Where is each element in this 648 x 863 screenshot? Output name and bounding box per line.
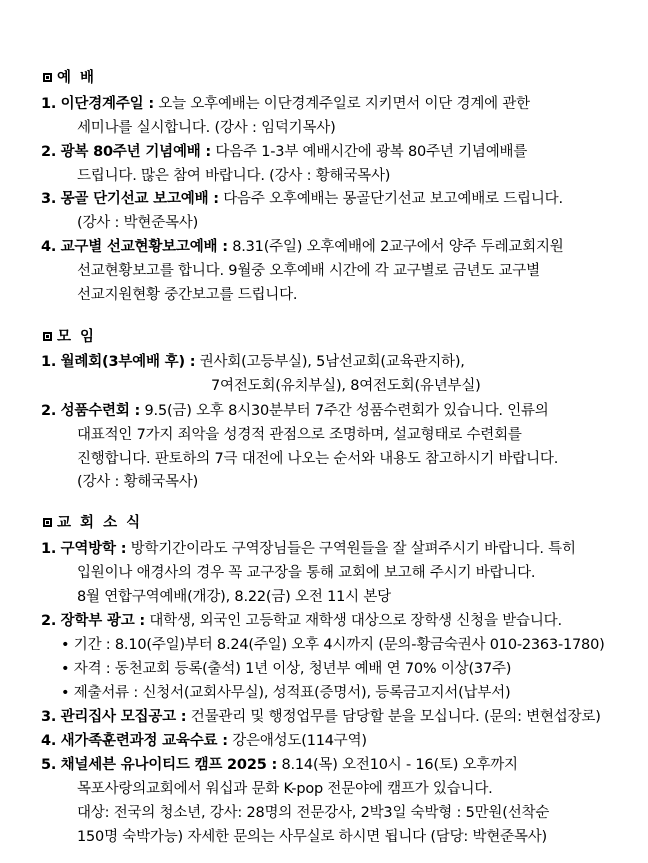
meeting-item-1: 1. 월례회(3부예배 후) : 권사회(고등부실), 5남선교회(교육관지하), — [41, 354, 465, 370]
meeting-item-2-cont-3: (강사 : 황해국목사) — [77, 474, 199, 490]
news-item-5-cont-1: 목포사랑의교회에서 워십과 문화 K-pop 전문야에 캠프가 있습니다. — [77, 781, 493, 797]
section-heading-church-news: 교 회 소 식 — [43, 513, 142, 533]
news-item-5-cont-3: 150명 숙박가능) 자세한 문의는 사무실로 하시면 됩니다 (담당: 박현준목사) — [77, 829, 547, 845]
worship-item-4-cont-1: 선교현황보고를 합니다. 9월중 오후예배 시간에 각 교구별로 금년도 교구별 — [77, 263, 540, 279]
meeting-item-1-cont: 7여전도회(유치부실), 8여전도회(유년부실) — [211, 378, 481, 394]
meeting-item-2-cont-2: 진행합니다. 판토하의 7극 대전에 나오는 순서와 내용도 참고하시기 바랍니다. — [77, 451, 559, 467]
news-item-3: 3. 관리집사 모집공고 : 건물관리 및 행정업무를 담당할 분을 모십니다. (문의: 변현섭장로) — [41, 709, 601, 725]
news-item-1: 1. 구역방학 : 방학기간이라도 구역장님들은 구역원들을 잘 살펴주시기 바랍니다. 특히 — [41, 541, 576, 557]
section-heading-worship: 예 배 — [43, 68, 96, 88]
meeting-item-2-cont-1: 대표적인 7가지 죄악을 성경적 관점으로 조명하며, 설교형태로 수련회를 — [77, 427, 522, 443]
news-item-2-bullet-3: • 제출서류 : 신청서(교회사무실), 성적표(증명서), 등록금고지서(납부서) — [61, 685, 511, 701]
square-bullet-icon — [43, 518, 52, 527]
news-item-2-bullet-1: • 기간 : 8.10(주일)부터 8.24(주일) 오후 4시까지 (문의-황금숙권사 010-2363-1780) — [61, 637, 605, 653]
news-item-4: 4. 새가족훈련과정 교육수료 : 강은애성도(114구역) — [41, 733, 367, 749]
worship-item-4: 4. 교구별 선교현황보고예배 : 8.31(주일) 오후예배에 2교구에서 양주 두레교회지원 — [41, 239, 564, 255]
square-bullet-icon — [43, 332, 52, 341]
worship-item-3-cont: (강사 : 박현준목사) — [77, 215, 199, 231]
news-item-2-bullet-2: • 자격 : 동천교회 등록(출석) 1년 이상, 청년부 예배 연 70% 이상(37주) — [61, 661, 512, 677]
worship-item-3: 3. 몽골 단기선교 보고예배 : 다음주 오후예배는 몽골단기선교 보고예배로 드립니다. — [41, 191, 563, 207]
news-item-1-cont-1: 입원이나 애경사의 경우 꼭 교구장을 통해 교회에 보고해 주시기 바랍니다. — [77, 565, 536, 581]
news-item-5-cont-2: 대상: 전국의 청소년, 강사: 28명의 전문강사, 2박3일 숙박형 : 5만원(선착순 — [77, 805, 550, 821]
worship-item-4-cont-2: 선교지원현황 중간보고를 드립니다. — [77, 287, 298, 303]
worship-item-2: 2. 광복 80주년 기념예배 : 다음주 1-3부 예배시간에 광복 80주년 기념예배를 — [41, 144, 528, 160]
square-bullet-icon — [43, 73, 52, 82]
worship-item-1-cont: 세미나를 실시합니다. (강사 : 임덕기목사) — [77, 120, 336, 136]
news-item-1-cont-2: 8월 연합구역예배(개강), 8.22(금) 오전 11시 본당 — [77, 589, 391, 605]
worship-item-2-cont: 드립니다. 많은 참여 바랍니다. (강사 : 황해국목사) — [77, 168, 391, 184]
meeting-item-2: 2. 성품수련회 : 9.5(금) 오후 8시30분부터 7주간 성품수련회가 있습니다. 인류의 — [41, 403, 549, 419]
section-heading-meetings: 모 임 — [43, 327, 96, 347]
news-item-2: 2. 장학부 광고 : 대학생, 외국인 고등학교 재학생 대상으로 장학생 신청을 받습니다. — [41, 613, 562, 629]
news-item-5: 5. 채널세븐 유나이티드 캠프 2025 : 8.14(목) 오전10시 - 16(토) 오후까지 — [41, 757, 518, 773]
worship-item-1: 1. 이단경계주일 : 오늘 오후예배는 이단경계주일로 지키면서 이단 경계에 관한 — [41, 96, 530, 112]
